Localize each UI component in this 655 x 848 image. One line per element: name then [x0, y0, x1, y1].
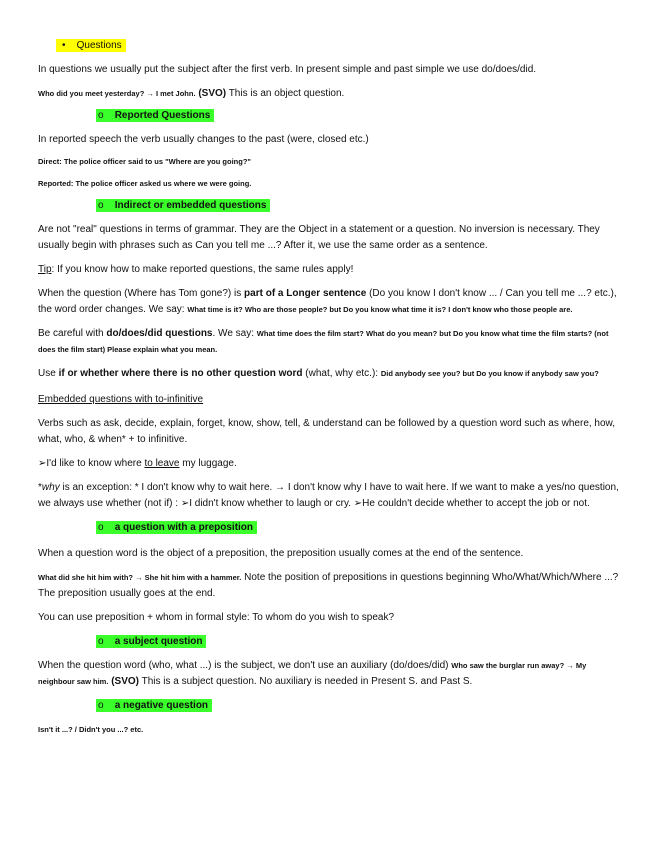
- subject-example: Who saw the burglar run away? → My neighbour saw him.: [38, 661, 587, 686]
- infinitive-p1: Verbs such as ask, decide, explain, forget, know, show, tell, & understand can be followed by a question word such as where, how, what, who, & when* + to infinitive.: [38, 418, 616, 445]
- indirect-heading: Indirect or embedded questions: [114, 200, 267, 211]
- svo-label: (SVO): [108, 676, 139, 687]
- p5-text-c: (what, why etc.):: [302, 368, 381, 379]
- indirect-p5: [38, 366, 620, 382]
- subject-heading-line: [96, 634, 620, 650]
- indirect-p1: Are not "real" questions in terms of grammar. They are the Object in a statement or a question. No inversion is necessary. They usually begin with phrases such as Can you tell me ...? After it, we use the same order as a sentence.: [38, 224, 600, 251]
- list-marker: o: [98, 110, 104, 121]
- p5-bold: if or whether where there is no other question word: [58, 368, 303, 379]
- p4-bold: do/does/did questions: [106, 328, 213, 339]
- questions-example-line: [38, 86, 620, 102]
- p3-bold: part of a Longer sentence: [244, 288, 367, 299]
- subject-heading: a subject question: [114, 636, 203, 647]
- list-marker: o: [98, 700, 104, 711]
- subject-p1: [38, 658, 620, 690]
- tip-label: Tip: [38, 264, 52, 275]
- indirect-p3: [38, 286, 620, 318]
- preposition-heading: a question with a preposition: [114, 522, 254, 533]
- preposition-p3: You can use preposition + whom in formal style: To whom do you wish to speak?: [38, 612, 395, 623]
- ex-text-c: my luggage.: [179, 458, 237, 469]
- p4-text-c: . We say:: [212, 328, 257, 339]
- list-marker: o: [98, 200, 104, 211]
- preposition-heading-line: [96, 520, 620, 536]
- negative-heading: a negative question: [114, 700, 209, 711]
- why-exception: [38, 480, 620, 512]
- indirect-heading-line: [96, 198, 620, 214]
- object-question-note: This is an object question.: [228, 88, 345, 99]
- indirect-heading-highlight: [96, 199, 270, 212]
- questions-heading-line: [56, 38, 620, 54]
- preposition-p2: [38, 570, 620, 602]
- negative-example: Isn't it ...? / Didn't you ...? etc.: [38, 725, 144, 734]
- why-italic: why: [41, 482, 60, 493]
- p3-examples: What time is it? Who are those people? but Do you know what time it is? I don't know who those people are.: [187, 305, 573, 314]
- svo-label: (SVO): [198, 88, 227, 99]
- questions-example: Who did you meet yesterday? → I met John.: [38, 89, 196, 98]
- bullet-icon: •: [62, 40, 66, 51]
- document-page: [38, 38, 620, 738]
- subject-text-a: When the question word (who, what ...) is the subject, we don't use an auxiliary (do/does/did): [38, 660, 452, 671]
- reported-text: In reported speech the verb usually changes to the past (were, closed etc.): [38, 134, 369, 145]
- preposition-note: Note the position of prepositions in questions beginning Who/What/Which/Where ...? The preposition usually goes at the end.: [38, 572, 619, 599]
- reported-heading-line: [96, 108, 620, 124]
- ex-text-a: ➢I'd like to know where: [38, 458, 145, 469]
- p5-examples: Did anybody see you? but Do you know if anybody saw you?: [380, 369, 599, 378]
- subject-heading-highlight: [96, 635, 206, 648]
- reported-heading-highlight: [96, 109, 214, 122]
- p3-text-a: When the question (Where has Tom gone?) is: [38, 288, 245, 299]
- indirect-p4: [38, 326, 620, 358]
- preposition-p1: When a question word is the object of a preposition, the preposition usually comes at the end of the sentence.: [38, 548, 524, 559]
- questions-intro: In questions we usually put the subject after the first verb. In present simple and past simple we use do/does/did.: [38, 64, 537, 75]
- tip-text: : If you know how to make reported questions, the same rules apply!: [51, 264, 354, 275]
- preposition-heading-highlight: [96, 521, 257, 534]
- infinitive-heading: Embedded questions with to-infinitive: [38, 394, 204, 405]
- preposition-example: What did she hit him with? → She hit him with a hammer.: [38, 573, 242, 582]
- questions-heading-highlight: [56, 39, 126, 52]
- negative-heading-line: [96, 698, 620, 714]
- reported-reported: Reported: The police officer asked us where we were going.: [38, 179, 252, 188]
- reported-heading: Reported Questions: [114, 110, 211, 121]
- p4-examples: What time does the film start? What do you mean? but Do you know what time the film starts? (not does the film start) Please explain what you mean.: [38, 329, 609, 354]
- list-marker: o: [98, 636, 104, 647]
- list-marker: o: [98, 522, 104, 533]
- p3-text-c: (Do you know I don't know ... / Can you tell me ...? etc.), the word order changes. We say:: [38, 288, 617, 315]
- why-text: is an exception: * I don't know why to wait here. → I don't know why I have to wait here. If we want to make a yes/no question, we always use whether (not if) : ➢I didn't know whether to laugh or cry. ➢He couldn't decide whether to accept the job or not.: [38, 482, 619, 509]
- tip-line: [38, 262, 620, 278]
- ex-underlined: to leave: [144, 458, 180, 469]
- reported-direct: Direct: The police officer said to us "Where are you going?": [38, 157, 251, 166]
- subject-text-c: This is a subject question. No auxiliary is needed in Present S. and Past S.: [139, 676, 473, 687]
- p5-text-a: Use: [38, 368, 59, 379]
- negative-heading-highlight: [96, 699, 212, 712]
- questions-heading: Questions: [76, 40, 122, 51]
- infinitive-example: [38, 456, 620, 472]
- p4-text-a: Be careful with: [38, 328, 107, 339]
- why-asterisk: *: [38, 482, 42, 493]
